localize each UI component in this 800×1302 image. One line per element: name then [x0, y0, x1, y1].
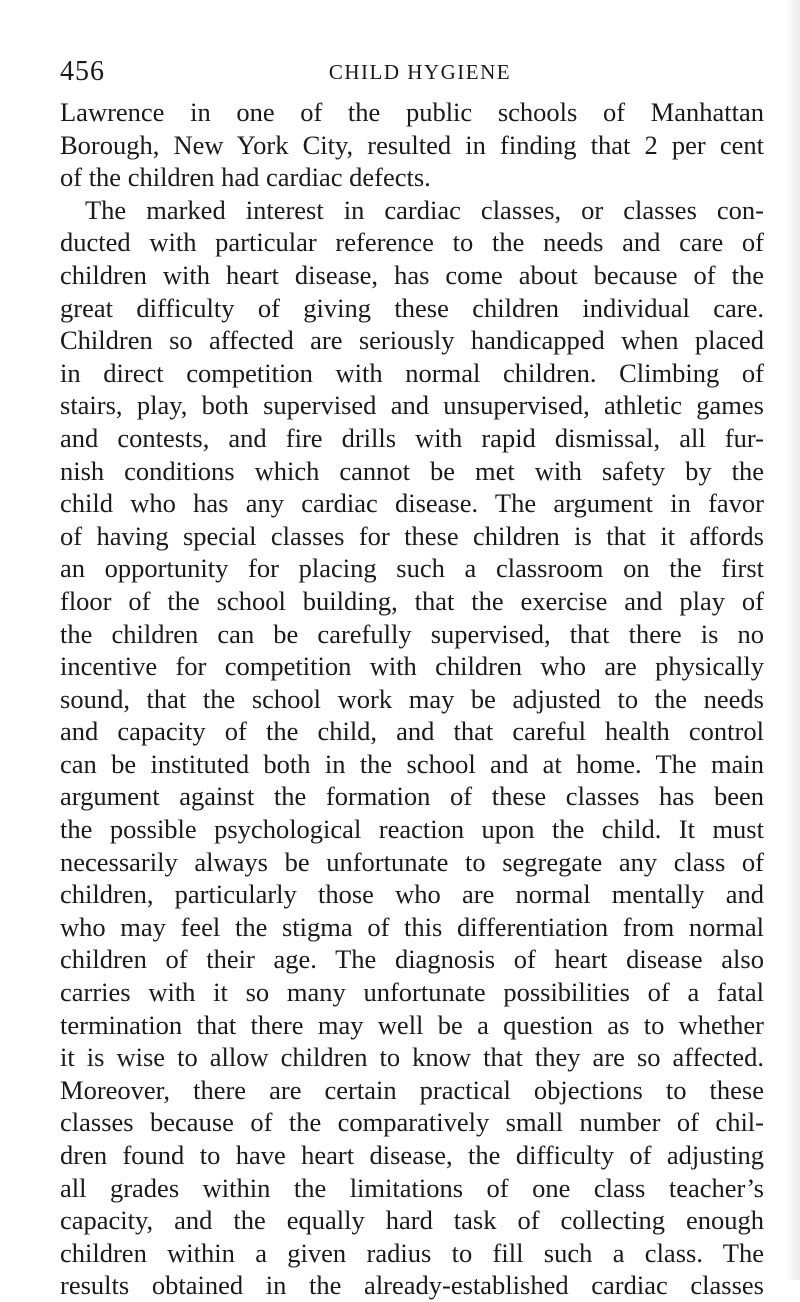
body-text [60, 96, 764, 1302]
text-line: incentive for competition with children who are physically [60, 651, 764, 682]
text-line: nish conditions which cannot be met with safety by the [60, 455, 764, 486]
text-line: sound, that the school work may be adjusted to the needs [60, 683, 764, 714]
text-line: who may feel the stigma of this differentiation from normal [60, 911, 764, 942]
text-line: of the children had cardiac defects. [60, 162, 431, 193]
text-line: Moreover, there are certain practical objections to these [60, 1074, 764, 1105]
page-number: 456 [60, 56, 105, 87]
text-line: the children can be carefully supervised, that there is no [60, 618, 764, 649]
text-line: can be instituted both in the school and at home. The main [60, 748, 764, 779]
text-line: ducted with particular reference to the needs and care of [60, 227, 764, 258]
text-line: an opportunity for placing such a classroom on the first [60, 553, 764, 584]
text-line: classes because of the comparatively small number of chil- [60, 1107, 764, 1138]
text-line: argument against the formation of these classes has been [60, 781, 764, 812]
running-title: CHILD HYGIENE [328, 60, 512, 84]
book-page [60, 52, 780, 1302]
text-line: Children so affected are seriously handicapped when placed [60, 325, 764, 356]
text-line: the possible psychological reaction upon the child. It must [60, 814, 764, 845]
text-line: floor of the school building, that the exercise and play of [60, 585, 764, 616]
text-line: children with heart disease, has come about because of the [60, 259, 764, 290]
paragraph-start-line: The marked interest in cardiac classes, or classes con- [85, 194, 764, 225]
text-line: of having special classes for these children is that it affords [60, 520, 764, 551]
text-line: capacity, and the equally hard task of collecting enough [60, 1205, 764, 1236]
text-line: results obtained in the already-established cardiac classes [60, 1270, 764, 1301]
text-line: all grades within the limitations of one class teacher’s [60, 1172, 764, 1203]
text-line: children within a given radius to fill such a class. The [60, 1237, 764, 1268]
text-line: and capacity of the child, and that careful health control [60, 716, 764, 747]
text-line: great difficulty of giving these children individual care. [60, 292, 764, 323]
text-line: child who has any cardiac disease. The argument in favor [60, 488, 764, 519]
text-line: children, particularly those who are normal mentally and [60, 879, 764, 910]
text-line: it is wise to allow children to know that they are so affected. [60, 1042, 764, 1073]
text-line: carries with it so many unfortunate possibilities of a fatal [60, 977, 764, 1008]
text-line: Borough, New York City, resulted in finding that 2 per cent [60, 129, 764, 160]
text-line: Lawrence in one of the public schools of Manhattan [60, 97, 764, 127]
page-edge-shadow [786, 0, 800, 1280]
text-line: stairs, play, both supervised and unsupervised, athletic games [60, 390, 764, 421]
text-line: necessarily always be unfortunate to segregate any class of [60, 846, 764, 877]
text-line: and contests, and fire drills with rapid dismissal, all fur- [60, 422, 764, 453]
text-line: in direct competition with normal children. Climbing of [60, 357, 764, 388]
text-line: dren found to have heart disease, the difficulty of adjusting [60, 1140, 764, 1170]
text-line: termination that there may well be a question as to whether [60, 1009, 764, 1040]
text-line: children of their age. The diagnosis of heart disease also [60, 944, 764, 975]
running-head [60, 52, 780, 92]
